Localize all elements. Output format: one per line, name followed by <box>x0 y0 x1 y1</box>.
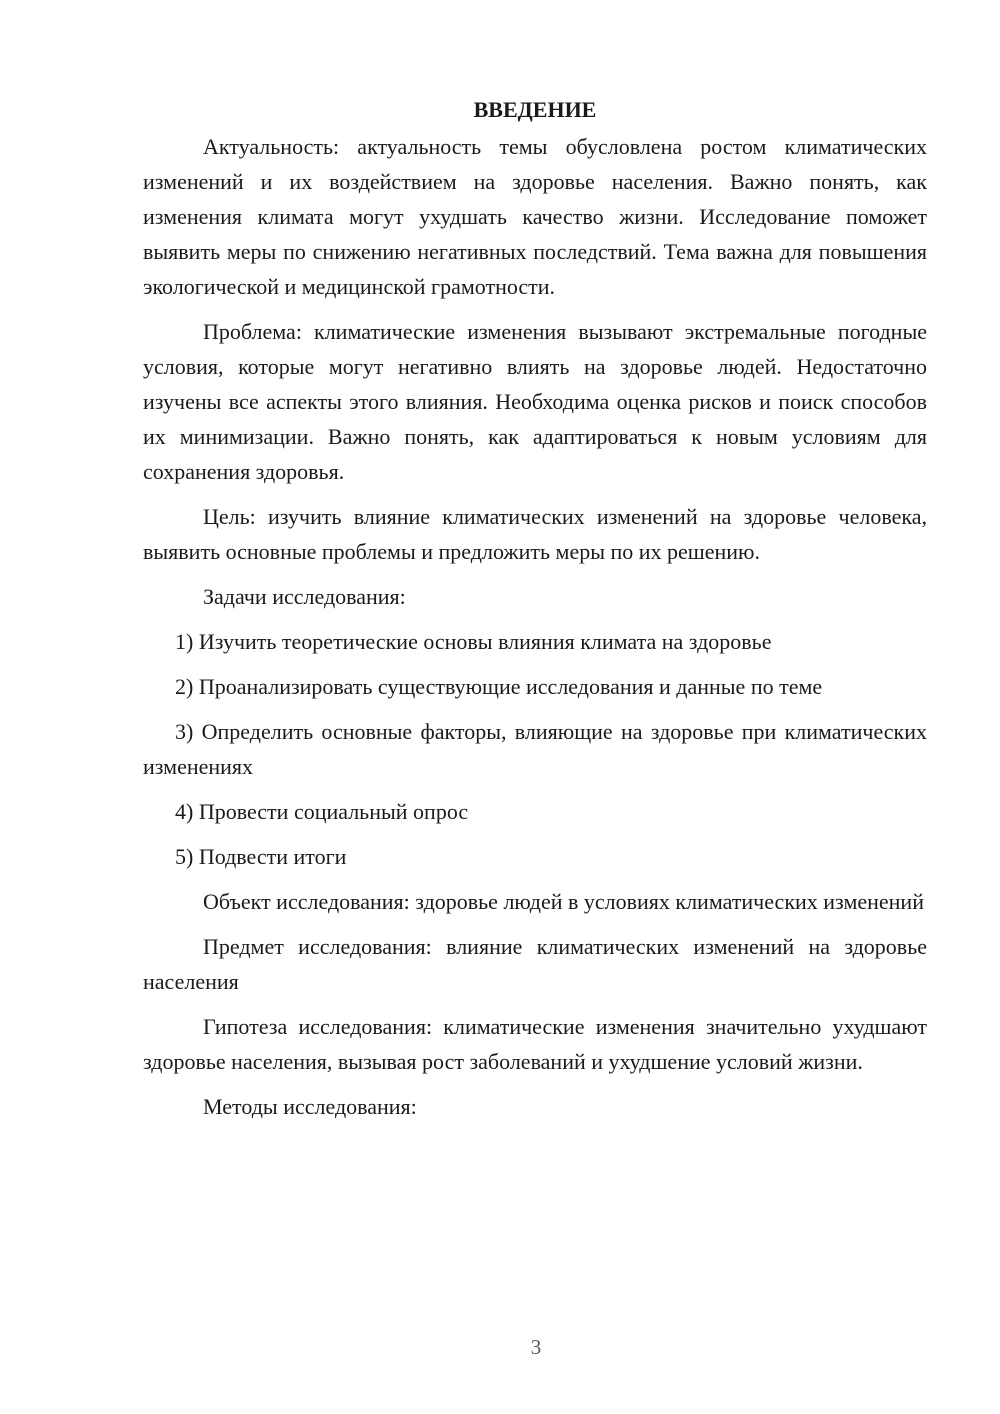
list-item: 1) Изучить теоретические основы влияния климата на здоровье <box>175 629 772 654</box>
paragraph-relevance: Актуальность: актуальность темы обусловлена ростом климатических изменений и их воздействием на здоровье населения. Важно понять, как изменения климата могут ухудшать качество жизни. Исследование поможет выявить меры по снижению негативных последствий. Тема важна для повышения экологической и медицинской грамотности. <box>143 134 927 299</box>
paragraph-methods-heading: Методы исследования: <box>203 1094 417 1119</box>
paragraph-goal: Цель: изучить влияние климатических изменений на здоровье человека, выявить основные проблемы и предложить меры по их решению. <box>143 504 927 564</box>
paragraph-object: Объект исследования: здоровье людей в условиях климатических изменений <box>203 889 924 914</box>
paragraph-hypothesis: Гипотеза исследования: климатические изменения значительно ухудшают здоровье населения, вызывая рост заболеваний и ухудшение условий жизни. <box>143 1014 927 1074</box>
list-item: 5) Подвести итоги <box>175 844 347 869</box>
paragraph-tasks-heading: Задачи исследования: <box>203 584 406 609</box>
list-item: 3) Определить основные факторы, влияющие на здоровье при климатических изменениях <box>143 719 927 779</box>
page-number: 3 <box>530 1335 542 1359</box>
page-title: ВВЕДЕНИЕ <box>473 97 597 122</box>
document-page <box>143 92 927 1134</box>
list-item: 2) Проанализировать существующие исследования и данные по теме <box>175 674 823 699</box>
list-item: 4) Провести социальный опрос <box>175 799 469 824</box>
paragraph-subject: Предмет исследования: влияние климатических изменений на здоровье населения <box>143 934 927 994</box>
paragraph-problem: Проблема: климатические изменения вызывают экстремальные погодные условия, которые могут негативно влиять на здоровье людей. Недостаточно изучены все аспекты этого влияния. Необходима оценка рисков и поиск способов их минимизации. Важно понять, как адаптироваться к новым условиям для сохранения здоровья. <box>143 319 927 484</box>
